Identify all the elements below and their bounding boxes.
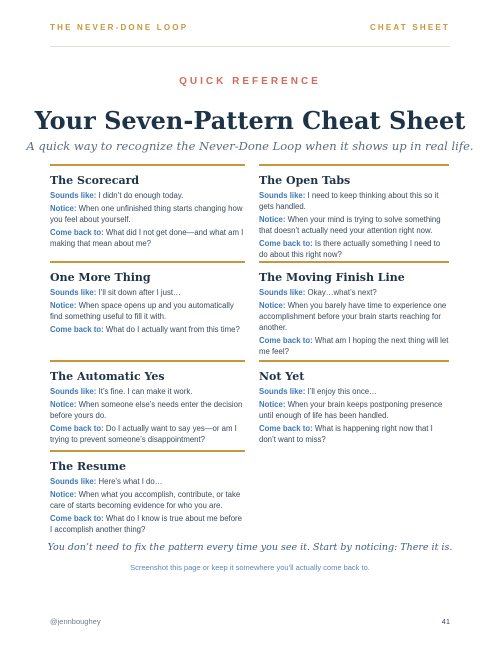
- sounds-like-text: Okay…what’s next?: [307, 288, 377, 297]
- come-back-text: Is there actually something I need to do about this right now?: [259, 239, 441, 259]
- come-back-to: [50, 324, 245, 335]
- card-title: Not Yet: [259, 370, 305, 383]
- pattern-card-automatic-yes: [50, 360, 245, 447]
- sounds-like-label: Sounds like:: [50, 288, 97, 297]
- header-divider: [50, 46, 450, 47]
- come-back-text: Do I actually want to say yes—or am I trying to prevent someone’s disappointment?: [50, 424, 237, 444]
- notice: [259, 214, 449, 236]
- sounds-like-text: I need to keep thinking about this so it gets handled.: [259, 191, 439, 211]
- come-back-label: Come back to:: [50, 424, 104, 433]
- notice: [259, 399, 449, 421]
- sounds-like-label: Sounds like:: [259, 191, 306, 200]
- sounds-like: [259, 190, 449, 212]
- pattern-card-open-tabs: [259, 164, 449, 262]
- come-back-to: [50, 513, 245, 535]
- notice: [50, 399, 245, 421]
- sounds-like-text: I’ll enjoy this once…: [307, 387, 377, 396]
- come-back-label: Come back to:: [50, 325, 104, 334]
- come-back-to: [259, 423, 449, 445]
- sounds-like-label: Sounds like:: [259, 288, 306, 297]
- come-back-to: [259, 335, 449, 357]
- sounds-like-label: Sounds like:: [50, 191, 97, 200]
- header-section-label: CHEAT SHEET: [369, 23, 450, 32]
- page-subtitle: A quick way to recognize the Never-Done Loop when it shows up in real life.: [26, 139, 474, 153]
- notice-text: When space opens up and you automatically find something useful to fill it with.: [50, 301, 234, 321]
- card-title: The Automatic Yes: [50, 370, 165, 383]
- notice-text: When one unfinished thing starts changing how you feel about yourself.: [50, 204, 243, 224]
- header-series-title: THE NEVER-DONE LOOP: [50, 23, 189, 32]
- author-handle: @jennboughey: [50, 617, 101, 626]
- pattern-card-moving-finish-line: [259, 261, 449, 359]
- card-title: One More Thing: [50, 271, 151, 284]
- page-header: [0, 0, 500, 46]
- come-back-text: What is happening right now that I don’t want to miss?: [259, 424, 433, 444]
- notice: [259, 300, 449, 333]
- sounds-like-label: Sounds like:: [50, 477, 97, 486]
- sounds-like: [259, 386, 449, 397]
- notice-text: When what you accomplish, contribute, or take care of starts becoming evidence for who you are.: [50, 490, 241, 510]
- kicker: QUICK REFERENCE: [179, 76, 321, 87]
- pattern-card-resume: [50, 450, 245, 537]
- sounds-like-label: Sounds like:: [259, 387, 306, 396]
- sounds-like-text: It’s fine. I can make it work.: [98, 387, 193, 396]
- page-title: Your Seven-Pattern Cheat Sheet: [34, 106, 466, 135]
- notice-text: When your mind is trying to solve something that doesn’t actually need your attention right now.: [259, 215, 441, 235]
- notice-label: Notice:: [259, 400, 286, 409]
- notice-label: Notice:: [50, 400, 77, 409]
- notice-text: When someone else’s needs enter the decision before yours do.: [50, 400, 243, 420]
- page-number: 41: [441, 617, 450, 626]
- sounds-like: [50, 476, 245, 487]
- sounds-like: [259, 287, 449, 298]
- come-back-text: What do I actually want from this time?: [105, 325, 240, 334]
- come-back-label: Come back to:: [50, 228, 104, 237]
- notice-label: Notice:: [50, 301, 77, 310]
- come-back-label: Come back to:: [50, 514, 104, 523]
- pattern-card-one-more-thing: [50, 261, 245, 337]
- sounds-like-text: I didn’t do enough today.: [98, 191, 184, 200]
- notice-label: Notice:: [50, 204, 77, 213]
- notice-label: Notice:: [50, 490, 77, 499]
- come-back-to: [50, 423, 245, 445]
- pattern-card-not-yet: [259, 360, 449, 447]
- sounds-like-text: I’ll sit down after I just…: [98, 288, 181, 297]
- sounds-like: [50, 386, 245, 397]
- card-title: The Resume: [50, 460, 126, 473]
- card-title: The Moving Finish Line: [259, 271, 405, 284]
- notice-text: When you barely have time to experience one accomplishment before your brain starts reaching for another.: [259, 301, 447, 332]
- notice: [50, 203, 245, 225]
- closing-statement: You don’t need to fix the pattern every time you see it. Start by noticing: There it is.: [47, 542, 453, 553]
- notice: [50, 489, 245, 511]
- sounds-like-label: Sounds like:: [50, 387, 97, 396]
- come-back-text: What do I know is true about me before I accomplish another thing?: [50, 514, 242, 534]
- notice: [50, 300, 245, 322]
- come-back-label: Come back to:: [259, 336, 313, 345]
- notice-text: When your brain keeps postponing presence until enough of life has been handled.: [259, 400, 443, 420]
- notice-label: Notice:: [259, 215, 286, 224]
- come-back-text: What did I not get done—and what am I making that mean about me?: [50, 228, 244, 248]
- come-back-text: What am I hoping the next thing will let me feel?: [259, 336, 449, 356]
- sounds-like: [50, 287, 245, 298]
- come-back-label: Come back to:: [259, 239, 313, 248]
- screenshot-note: Screenshot this page or keep it somewhere you’ll actually come back to.: [130, 563, 370, 572]
- sounds-like-text: Here’s what I do…: [98, 477, 163, 486]
- come-back-label: Come back to:: [259, 424, 313, 433]
- notice-label: Notice:: [259, 301, 286, 310]
- come-back-to: [50, 227, 245, 249]
- sounds-like: [50, 190, 245, 201]
- card-title: The Scorecard: [50, 174, 140, 187]
- pattern-card-scorecard: [50, 164, 245, 251]
- card-title: The Open Tabs: [259, 174, 351, 187]
- come-back-to: [259, 238, 449, 260]
